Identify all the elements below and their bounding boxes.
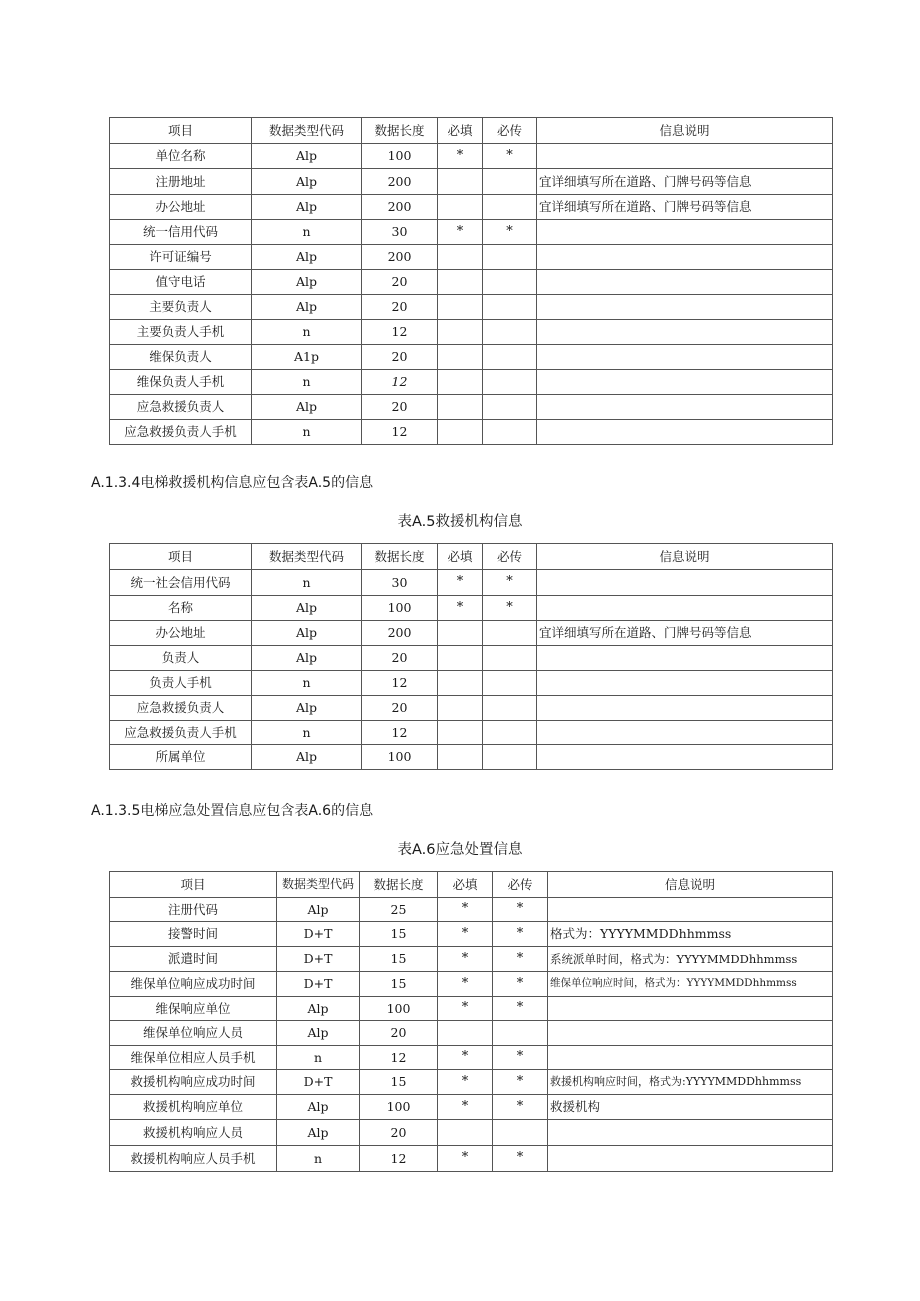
table-row: [110, 1021, 833, 1046]
cell-type: Alp: [252, 646, 362, 671]
cell-length: 20: [362, 295, 438, 320]
cell-item: 应急救援负责人: [110, 696, 252, 721]
cell-length: 30: [362, 220, 438, 245]
cell-length: 12: [360, 1146, 438, 1172]
table-row: [110, 745, 833, 770]
cell-required: *: [438, 1046, 493, 1070]
cell-must-upload: [483, 345, 537, 370]
table-header-row: [110, 872, 833, 898]
cell-required: *: [438, 570, 483, 596]
cell-description: 宜详细填写所在道路、门牌号码等信息: [537, 195, 833, 220]
cell-required: [438, 195, 483, 220]
table-row: [110, 1146, 833, 1172]
cell-required: [438, 621, 483, 646]
cell-must-upload: [483, 745, 537, 770]
cell-required: [438, 696, 483, 721]
cell-description: [537, 345, 833, 370]
cell-item: 救援机构响应人员手机: [110, 1146, 277, 1172]
cell-must-upload: *: [493, 922, 548, 947]
cell-type: Alp: [277, 997, 360, 1021]
cell-description: 宜详细填写所在道路、门牌号码等信息: [537, 169, 833, 195]
cell-description: [548, 1146, 833, 1172]
cell-length: 12: [362, 320, 438, 345]
cell-description: [537, 596, 833, 621]
cell-required: *: [438, 1146, 493, 1172]
cell-type: Alp: [252, 621, 362, 646]
table-row: [110, 1046, 833, 1070]
cell-description: [537, 245, 833, 270]
header-length: 数据长度: [360, 872, 438, 898]
cell-description: [537, 370, 833, 395]
header-item: 项目: [110, 118, 252, 144]
table-row: [110, 671, 833, 696]
cell-item: 注册地址: [110, 169, 252, 195]
header-item: 项目: [110, 872, 277, 898]
cell-length: 12: [362, 420, 438, 445]
table-row: [110, 370, 833, 395]
table-row: [110, 997, 833, 1021]
table-row: [110, 295, 833, 320]
cell-length: 15: [360, 972, 438, 997]
cell-length: 20: [360, 1021, 438, 1046]
cell-item: 救援机构响应人员: [110, 1120, 277, 1146]
cell-type: n: [252, 420, 362, 445]
cell-required: [438, 295, 483, 320]
cell-length: 12: [362, 671, 438, 696]
header-must-upload: 必传: [483, 544, 537, 570]
table-row: [110, 169, 833, 195]
cell-description: [537, 671, 833, 696]
cell-item: 负责人: [110, 646, 252, 671]
cell-item: 应急救援负责人手机: [110, 420, 252, 445]
cell-description: [548, 1046, 833, 1070]
header-length: 数据长度: [362, 118, 438, 144]
cell-type: Alp: [277, 1021, 360, 1046]
cell-must-upload: *: [493, 947, 548, 972]
cell-type: n: [277, 1146, 360, 1172]
table-header-row: [110, 544, 833, 570]
cell-item: 应急救援负责人手机: [110, 721, 252, 745]
cell-type: D+T: [277, 922, 360, 947]
cell-length: 20: [362, 270, 438, 295]
cell-must-upload: [483, 721, 537, 745]
cell-type: A1p: [252, 345, 362, 370]
cell-type: Alp: [252, 745, 362, 770]
table-rescue-org-info: [109, 543, 833, 770]
cell-type: Alp: [277, 1120, 360, 1146]
cell-must-upload: [483, 195, 537, 220]
cell-type: n: [252, 671, 362, 696]
cell-required: [438, 671, 483, 696]
cell-type: Alp: [252, 395, 362, 420]
cell-must-upload: [483, 245, 537, 270]
header-item: 项目: [110, 544, 252, 570]
cell-must-upload: *: [493, 997, 548, 1021]
cell-type: n: [277, 1046, 360, 1070]
cell-required: [438, 245, 483, 270]
cell-required: *: [438, 144, 483, 169]
cell-length: 100: [360, 997, 438, 1021]
cell-must-upload: *: [493, 898, 548, 922]
cell-length: 100: [360, 1095, 438, 1120]
header-description: 信息说明: [537, 118, 833, 144]
cell-must-upload: [483, 295, 537, 320]
cell-item: 维保负责人手机: [110, 370, 252, 395]
header-must-upload: 必传: [493, 872, 548, 898]
table-row: [110, 696, 833, 721]
cell-length: 20: [362, 395, 438, 420]
cell-item: 接警时间: [110, 922, 277, 947]
cell-required: *: [438, 898, 493, 922]
cell-must-upload: *: [493, 1070, 548, 1095]
cell-item: 维保单位相应人员手机: [110, 1046, 277, 1070]
cell-must-upload: [483, 621, 537, 646]
cell-must-upload: *: [483, 596, 537, 621]
table-row: [110, 1070, 833, 1095]
cell-description: 救援机构响应时间，格式为:YYYYMMDDhhmmss: [548, 1070, 833, 1095]
table-row: [110, 621, 833, 646]
cell-must-upload: [493, 1021, 548, 1046]
cell-description: [537, 320, 833, 345]
cell-item: 主要负责人: [110, 295, 252, 320]
cell-must-upload: [483, 320, 537, 345]
cell-description: [537, 295, 833, 320]
header-type-code: 数据类型代码: [277, 872, 360, 898]
cell-length: 30: [362, 570, 438, 596]
cell-must-upload: [483, 420, 537, 445]
cell-item: 所属单位: [110, 745, 252, 770]
cell-length: 20: [362, 345, 438, 370]
cell-description: [548, 898, 833, 922]
cell-description: [537, 646, 833, 671]
cell-required: [438, 169, 483, 195]
cell-length: 12: [362, 370, 438, 395]
header-required: 必填: [438, 872, 493, 898]
cell-must-upload: [483, 395, 537, 420]
cell-must-upload: *: [493, 1046, 548, 1070]
cell-item: 救援机构响应单位: [110, 1095, 277, 1120]
cell-description: [537, 395, 833, 420]
table-row: [110, 144, 833, 169]
cell-length: 100: [362, 144, 438, 169]
cell-item: 派遣时间: [110, 947, 277, 972]
table-row: [110, 270, 833, 295]
cell-item: 救援机构响应成功时间: [110, 1070, 277, 1095]
cell-required: [438, 345, 483, 370]
cell-description: [537, 745, 833, 770]
cell-required: *: [438, 1095, 493, 1120]
cell-type: Alp: [252, 270, 362, 295]
cell-description: [537, 144, 833, 169]
cell-required: *: [438, 596, 483, 621]
cell-description: [537, 721, 833, 745]
table-row: [110, 596, 833, 621]
cell-type: Alp: [252, 195, 362, 220]
cell-item: 维保响应单位: [110, 997, 277, 1021]
table-row: [110, 721, 833, 745]
cell-description: [548, 1120, 833, 1146]
cell-type: D+T: [277, 1070, 360, 1095]
cell-item: 名称: [110, 596, 252, 621]
table-header-row: [110, 118, 833, 144]
cell-item: 统一社会信用代码: [110, 570, 252, 596]
cell-length: 200: [362, 195, 438, 220]
cell-type: n: [252, 721, 362, 745]
cell-type: Alp: [252, 596, 362, 621]
table-row: [110, 220, 833, 245]
cell-description: 维保单位响应时间，格式为：YYYYMMDDhhmmss: [548, 972, 833, 997]
cell-description: [537, 220, 833, 245]
header-description: 信息说明: [548, 872, 833, 898]
cell-type: n: [252, 370, 362, 395]
cell-description: [537, 270, 833, 295]
cell-length: 20: [362, 696, 438, 721]
cell-type: n: [252, 320, 362, 345]
cell-item: 统一信用代码: [110, 220, 252, 245]
cell-type: Alp: [277, 898, 360, 922]
cell-length: 100: [362, 596, 438, 621]
header-description: 信息说明: [537, 544, 833, 570]
cell-required: [438, 395, 483, 420]
header-length: 数据长度: [362, 544, 438, 570]
table-row: [110, 1095, 833, 1120]
table-row: [110, 195, 833, 220]
table-row: [110, 646, 833, 671]
cell-item: 应急救援负责人: [110, 395, 252, 420]
cell-type: Alp: [277, 1095, 360, 1120]
cell-item: 办公地址: [110, 195, 252, 220]
cell-required: [438, 270, 483, 295]
cell-type: Alp: [252, 295, 362, 320]
cell-must-upload: *: [493, 1095, 548, 1120]
cell-description: [548, 997, 833, 1021]
cell-description: [548, 1021, 833, 1046]
cell-item: 维保负责人: [110, 345, 252, 370]
table-row: [110, 1120, 833, 1146]
cell-required: [438, 745, 483, 770]
cell-type: n: [252, 570, 362, 596]
cell-item: 值守电话: [110, 270, 252, 295]
cell-type: Alp: [252, 144, 362, 169]
cell-required: *: [438, 922, 493, 947]
cell-item: 办公地址: [110, 621, 252, 646]
cell-required: [438, 721, 483, 745]
cell-must-upload: *: [483, 220, 537, 245]
cell-required: [438, 1120, 493, 1146]
cell-must-upload: *: [493, 1146, 548, 1172]
cell-type: n: [252, 220, 362, 245]
cell-type: Alp: [252, 169, 362, 195]
table-row: [110, 395, 833, 420]
cell-item: 维保单位响应人员: [110, 1021, 277, 1046]
cell-must-upload: [483, 270, 537, 295]
header-must-upload: 必传: [483, 118, 537, 144]
cell-length: 15: [360, 947, 438, 972]
cell-type: D+T: [277, 947, 360, 972]
cell-must-upload: *: [483, 144, 537, 169]
cell-required: *: [438, 972, 493, 997]
section-heading-a134: A.1.3.4电梯救援机构信息应包含表A.5的信息: [91, 475, 374, 491]
cell-length: 200: [362, 169, 438, 195]
table-row: [110, 570, 833, 596]
cell-type: Alp: [252, 245, 362, 270]
cell-required: [438, 370, 483, 395]
cell-type: Alp: [252, 696, 362, 721]
cell-item: 维保单位响应成功时间: [110, 972, 277, 997]
table-row: [110, 972, 833, 997]
cell-must-upload: [483, 370, 537, 395]
table-row: [110, 898, 833, 922]
cell-length: 15: [360, 922, 438, 947]
header-type-code: 数据类型代码: [252, 118, 362, 144]
cell-description: [537, 570, 833, 596]
cell-must-upload: [483, 696, 537, 721]
table-row: [110, 947, 833, 972]
cell-length: 12: [362, 721, 438, 745]
cell-required: *: [438, 997, 493, 1021]
cell-description: 格式为：YYYYMMDDhhmmss: [548, 922, 833, 947]
section-heading-a135: A.1.3.5电梯应急处置信息应包含表A.6的信息: [91, 803, 374, 819]
cell-item: 负责人手机: [110, 671, 252, 696]
cell-required: [438, 1021, 493, 1046]
table-emergency-handling-info: [109, 871, 833, 1172]
cell-item: 注册代码: [110, 898, 277, 922]
header-required: 必填: [438, 544, 483, 570]
cell-must-upload: [483, 169, 537, 195]
header-required: 必填: [438, 118, 483, 144]
cell-description: [537, 696, 833, 721]
cell-description: 宜详细填写所在道路、门牌号码等信息: [537, 621, 833, 646]
cell-length: 12: [360, 1046, 438, 1070]
cell-must-upload: [483, 671, 537, 696]
cell-length: 25: [360, 898, 438, 922]
cell-item: 单位名称: [110, 144, 252, 169]
table-row: [110, 245, 833, 270]
cell-required: [438, 320, 483, 345]
cell-description: 救援机构: [548, 1095, 833, 1120]
cell-type: D+T: [277, 972, 360, 997]
table-row: [110, 320, 833, 345]
table-row: [110, 345, 833, 370]
table-caption-a5: 表A.5救援机构信息: [397, 514, 523, 530]
header-type-code: 数据类型代码: [252, 544, 362, 570]
cell-must-upload: *: [483, 570, 537, 596]
table-unit-info: [109, 117, 833, 445]
cell-length: 20: [362, 646, 438, 671]
cell-item: 许可证编号: [110, 245, 252, 270]
cell-required: *: [438, 947, 493, 972]
cell-description: [537, 420, 833, 445]
cell-length: 15: [360, 1070, 438, 1095]
cell-must-upload: [493, 1120, 548, 1146]
cell-item: 主要负责人手机: [110, 320, 252, 345]
cell-required: [438, 646, 483, 671]
cell-length: 200: [362, 245, 438, 270]
cell-required: *: [438, 1070, 493, 1095]
cell-must-upload: [483, 646, 537, 671]
cell-required: [438, 420, 483, 445]
cell-length: 20: [360, 1120, 438, 1146]
cell-description: 系统派单时间，格式为：YYYYMMDDhhmmss: [548, 947, 833, 972]
cell-must-upload: *: [493, 972, 548, 997]
cell-length: 200: [362, 621, 438, 646]
table-row: [110, 420, 833, 445]
cell-required: *: [438, 220, 483, 245]
cell-length: 100: [362, 745, 438, 770]
table-caption-a6: 表A.6应急处置信息: [397, 842, 523, 858]
table-row: [110, 922, 833, 947]
